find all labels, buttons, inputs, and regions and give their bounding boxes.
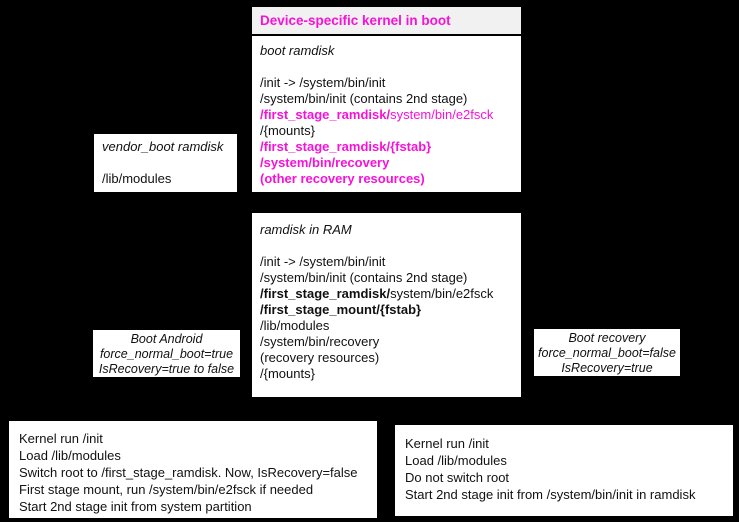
recovery-step-4: Start 2nd stage init from /system/bin/init in ramdisk (405, 487, 696, 502)
boot-box-title: boot ramdisk (260, 43, 335, 58)
spacer (260, 238, 513, 254)
android-step-2: Load /lib/modules (19, 448, 121, 463)
android-step-5: Start 2nd stage init from system partition (19, 499, 252, 514)
boot-android-isrecovery: IsRecovery=true to false (98, 362, 235, 376)
ramdisk-in-ram-box (252, 213, 521, 397)
recovery-step-3: Do not switch root (405, 470, 510, 485)
spacer (102, 155, 229, 171)
ram-line-mounts: /{mounts} (260, 366, 315, 381)
recovery-step-2: Load /lib/modules (405, 453, 507, 468)
recovery-boot-steps-box (395, 425, 733, 516)
ram-line-init-symlink: /init -> /system/bin/init (260, 254, 386, 269)
boot-recovery-title: Boot recovery (568, 331, 646, 345)
android-step-3: Switch root to /first_stage_ramdisk. Now, IsRecovery=false (19, 465, 358, 480)
boot-recovery-isrecovery: IsRecovery=true (561, 361, 653, 375)
vendor-boot-ramdisk-box (94, 134, 237, 192)
android-boot-steps-box (9, 421, 377, 518)
boot-line-init-symlink: /init -> /system/bin/init (260, 75, 386, 90)
boot-android-condition-box (93, 330, 240, 377)
ram-line-e2fsck (260, 286, 513, 302)
boot-line-recovery-resources: (other recovery resources) (260, 171, 425, 186)
ram-line-fstab: /first_stage_mount/{fstab} (260, 302, 422, 317)
boot-box-header-label: Device-specific kernel in boot (260, 13, 451, 28)
boot-line-recovery: /system/bin/recovery (260, 155, 390, 170)
android-step-4: First stage mount, run /system/bin/e2fsck if needed (19, 482, 314, 497)
ram-line-modules: /lib/modules (260, 318, 330, 333)
boot-box-body (252, 36, 521, 187)
vendor-box-title: vendor_boot ramdisk (102, 139, 224, 154)
boot-line-e2fsck (260, 107, 513, 123)
boot-line-system-init: /system/bin/init (contains 2nd stage) (260, 91, 468, 106)
ram-line-recovery-resources: (recovery resources) (260, 350, 380, 365)
ram-box-title: ramdisk in RAM (260, 222, 352, 237)
boot-line-fstab: /first_stage_ramdisk/{fstab} (260, 139, 432, 154)
boot-recovery-force-normal-boot: force_normal_boot=false (538, 346, 676, 360)
ram-line-e2fsck-rest: system/bin/e2fsck (390, 286, 494, 301)
spacer (260, 59, 513, 75)
boot-line-mounts: /{mounts} (260, 123, 315, 138)
ram-line-system-init: /system/bin/init (contains 2nd stage) (260, 270, 468, 285)
boot-recovery-condition-box (534, 329, 680, 376)
recovery-step-1: Kernel run /init (405, 436, 489, 451)
boot-android-title: Boot Android (130, 332, 203, 346)
ram-line-e2fsck-prefix: /first_stage_ramdisk/ (260, 286, 391, 301)
boot-line-e2fsck-rest: system/bin/e2fsck (390, 107, 494, 122)
android-step-1: Kernel run /init (19, 431, 103, 446)
boot-line-e2fsck-prefix: /first_stage_ramdisk/ (260, 107, 391, 122)
vendor-line-modules: /lib/modules (102, 171, 172, 186)
boot-ramdisk-box (252, 7, 521, 192)
boot-android-force-normal-boot: force_normal_boot=true (99, 347, 234, 361)
boot-box-header (252, 7, 521, 36)
ram-line-recovery: /system/bin/recovery (260, 334, 380, 349)
